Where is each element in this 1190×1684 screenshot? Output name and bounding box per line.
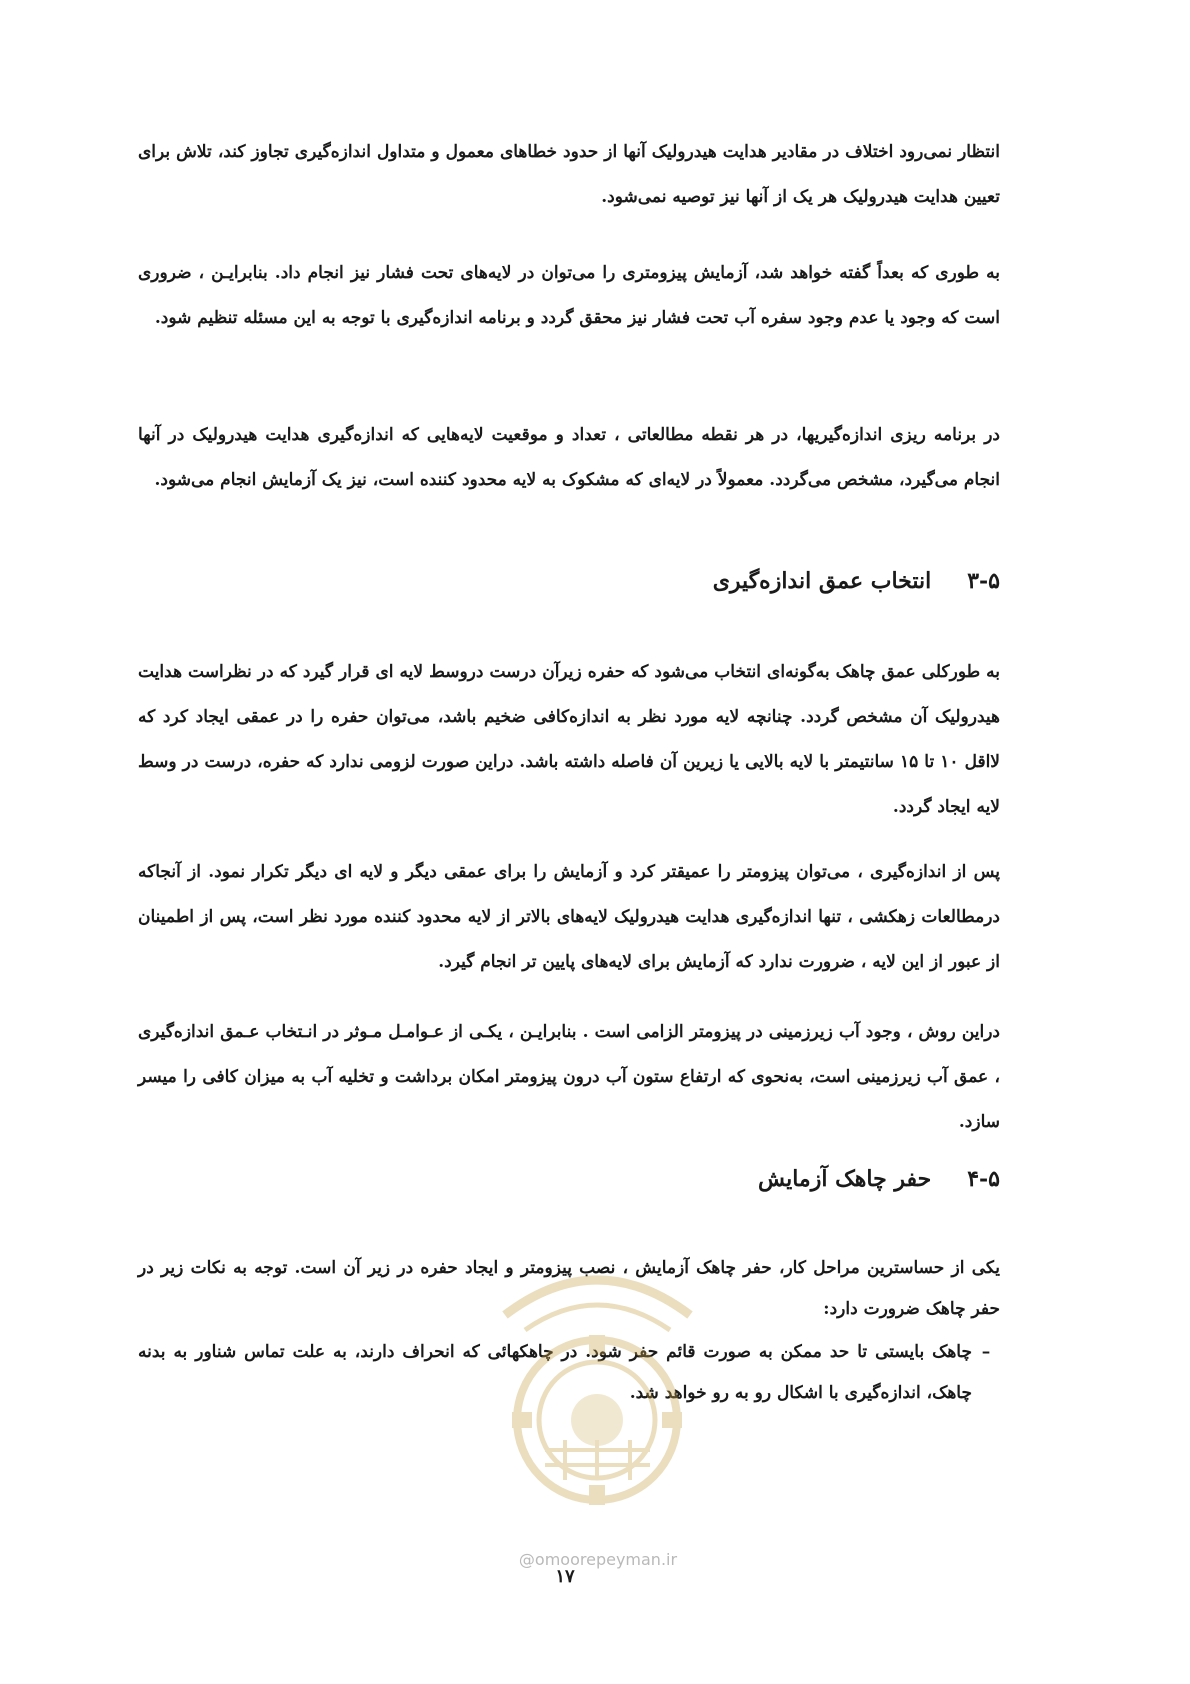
paragraph-1: انتظار نمی‌رود اختلاف در مقادیر هدایت هیدرولیک آنها از حدود خطاهای معمول و متداول اندازه‌گیری تجاوز کند، تلاش برای تعیین هدایت هیدرولیک هر یک از آنها نیز توصیه نمی‌شود. [138,142,1000,207]
dash-bullet-icon: – [981,1342,991,1362]
paragraph-5: پس از اندازه‌گیری ، می‌توان پیزومتر را عمیقتر کرد و آزمایش را برای عمقی دیگر و لایه ای دیگر تکرار نمود. از آنجاکه درمطالعات زهکشی ، تنها اندازه‌گیری هدایت هیدرولیک لایه‌های بالاتر از لایه محدود کننده مورد نظر است، پس از اطمینان از عبور از این لایه ، ضرورت ندارد که آزمایش برای لایه‌های پایین تر انجام گیرد. [138,862,1000,972]
watermark-url: @omoorepeyman.ir [518,1550,678,1569]
paragraph-4: به طورکلی عمق چاهک به‌گونه‌ای انتخاب می‌شود که حفره زیرآن درست دروسط لایه ای قرار گیرد که در نظراست هدایت هیدرولیک آن مشخص گردد. چنانچه لایه مورد نظر به اندازه‌کافی ضخیم باشد، می‌توان حفره را در عمقی ایجاد کرد که لااقل ۱۰ تا ۱۵ سانتیمتر با لایه بالایی یا زیرین آن فاصله داشته باشد. دراین صورت لزومی ندارد که حفره، درست در وسط لایه ایجاد گردد. [138,662,1000,817]
section-number: ۳-۵ [967,568,1000,594]
paragraph-6: دراین روش ، وجود آب زیرزمینی در پیزومتر الزامی است . بنابرایـن ، یکـی از عـوامـل مـوثر در انـتخاب عـمق اندازه‌گیری ، عمق آب زیرزمینی است، به‌نحوی که ارتفاع ستون آب درون پیزومتر امکان برداشت و تخلیه آب به میزان کافی را میسر سازد. [138,1022,1000,1132]
section-number: ۴-۵ [967,1166,1000,1192]
bullet-list [138,1332,1000,1414]
list-item-text: چاهک بایستی تا حد ممکن به صورت قائم حفر شود. در چاهکهائی که انحراف دارند، به علت تماس شناور به بدنه چاهک، اندازه‌گیری با اشکال رو به رو خواهد شد. [138,1342,972,1403]
section-title: انتخاب عمق اندازه‌گیری [712,568,932,594]
paragraph-2: به طوری که بعداً گفته خواهد شد، آزمایش پیزومتری را می‌توان در لایه‌های تحت فشار نیز انجام داد. بنابرایـن ، ضروری است که وجود یا عدم وجود سفره آب تحت فشار نیز محقق گردد و برنامه اندازه‌گیری با توجه به این مسئله تنظیم شود. [138,263,1000,328]
list-item [138,1332,1000,1414]
paragraph-7: یکی از حساسترین مراحل کار، حفر چاهک آزمایش ، نصب پیزومتر و ایجاد حفره در زیر آن است. توجه به نکات زیر در حفر چاهک ضرورت دارد: [138,1258,1000,1319]
section-heading-3-5 [713,568,1000,594]
section-title: حفر چاهک آزمایش [758,1166,932,1192]
paragraph-3: در برنامه ریزی اندازه‌گیریها، در هر نقطه مطالعاتی ، تعداد و موقعیت لایه‌هایی که اندازه‌گیری هدایت هیدرولیک در آنها انجام می‌گیرد، مشخص می‌گردد. معمولاً در لایه‌ای که مشکوک به لایه محدود کننده است، نیز یک آزمایش انجام می‌شود. [138,425,1000,490]
section-heading-4-5 [758,1166,1000,1192]
page-number: ۱۷ [555,1566,575,1587]
